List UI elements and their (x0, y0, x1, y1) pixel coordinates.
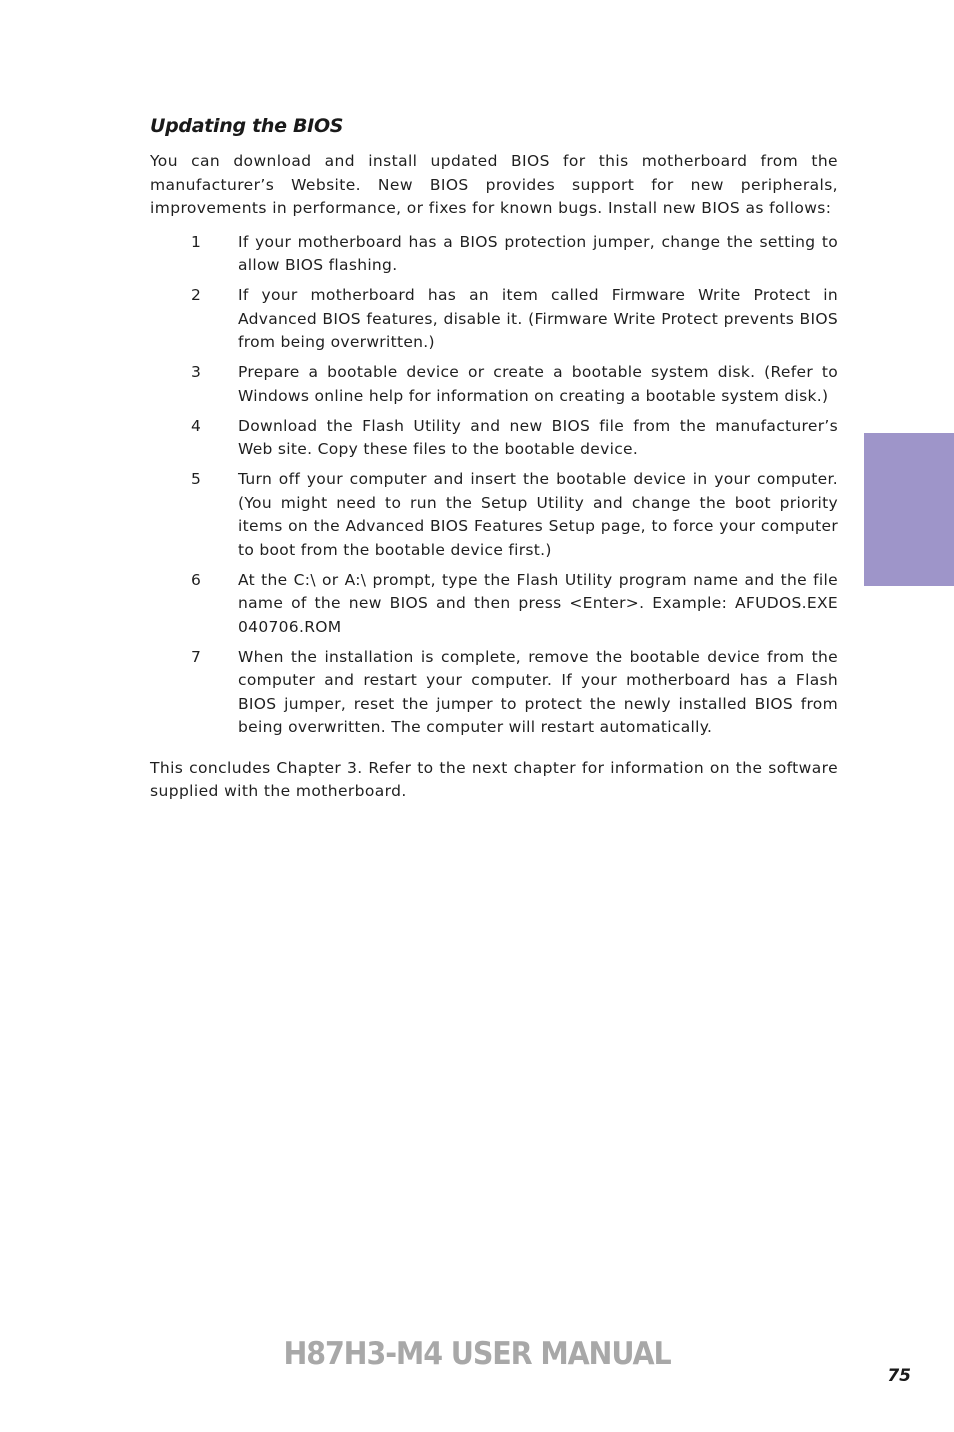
step-text: Prepare a bootable device or create a bootable system disk. (Refer to Windows online help for information on creating a bootable system disk.) (238, 363, 838, 405)
steps-list (150, 231, 838, 740)
step-number: 6 (191, 570, 202, 589)
section-title: Updating the BIOS (150, 115, 344, 137)
step-text: Download the Flash Utility and new BIOS file from the manufacturer’s Web site. Copy these files to the bootable device. (238, 416, 838, 458)
step-text: Turn off your computer and insert the bootable device in your computer. (You might need to run the Setup Utility and change the boot priority items on the Advanced BIOS Features Setup page, to force your computer to boot from the bootable device first.) (238, 470, 838, 559)
step-number: 5 (191, 470, 202, 488)
manual-title: H87H3-M4 USER MANUAL (283, 1336, 671, 1372)
step-number: 1 (191, 232, 202, 251)
step-number: 3 (191, 363, 202, 381)
conclusion-paragraph: This concludes Chapter 3. Refer to the next chapter for information on the software supplied with the motherboard. (150, 758, 838, 800)
page-content (150, 112, 838, 804)
chapter-side-tab (864, 433, 954, 586)
step-text: If your motherboard has an item called Firmware Write Protect in Advanced BIOS features, disable it. (Firmware Write Protect prevents BIOS from being overwritten.) (238, 286, 838, 351)
list-item (150, 284, 838, 355)
step-text: If your motherboard has a BIOS protection jumper, change the setting to allow BIOS flashing. (238, 232, 838, 274)
list-item (150, 646, 838, 740)
intro-paragraph: You can download and install updated BIOS for this motherboard from the manufacturer’s Website. New BIOS provides support for new peripherals, improvements in performance, or fixes for known bugs. Install new BIOS as follows: (150, 152, 838, 217)
list-item (150, 569, 838, 640)
page-number: 75 (887, 1366, 911, 1386)
list-item (150, 415, 838, 462)
list-item (150, 231, 838, 278)
step-number: 4 (191, 416, 202, 435)
step-text: At the C:\ or A:\ prompt, type the Flash Utility program name and the file name of the new BIOS and then press <Enter>. Example: AFUDOS.EXE 040706.ROM (238, 570, 838, 636)
list-item (150, 361, 838, 408)
step-number: 7 (191, 647, 202, 666)
step-text: When the installation is complete, remove the bootable device from the computer and restart your computer. If your motherboard has a Flash BIOS jumper, reset the jumper to protect the newly installed BIOS from being overwritten. The computer will restart automatically. (238, 647, 838, 736)
list-item (150, 468, 838, 562)
step-number: 2 (191, 286, 202, 304)
